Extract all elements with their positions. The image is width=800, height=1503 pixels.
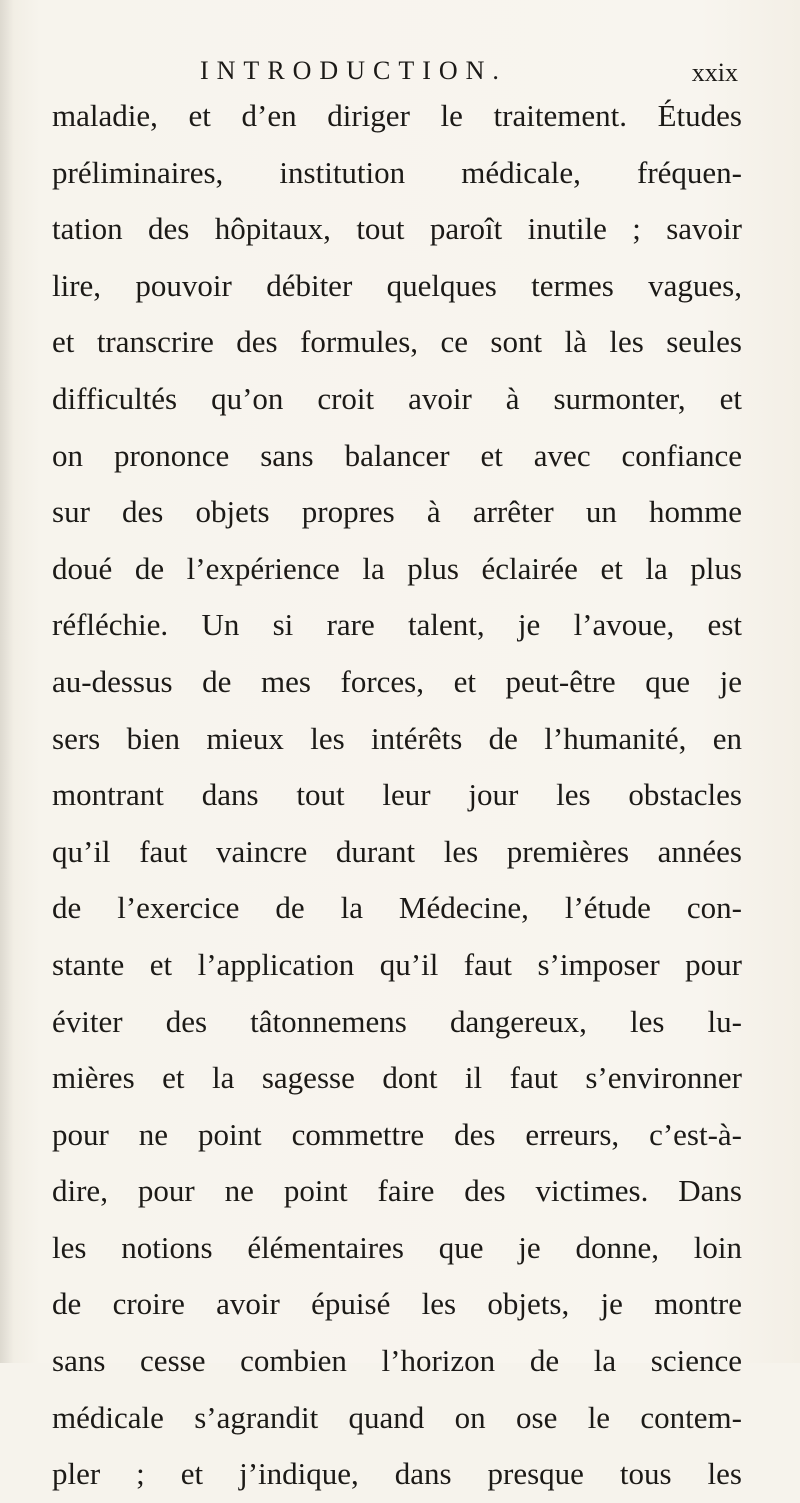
text-line: lire, pouvoir débiter quelques termes vagues, bbox=[52, 267, 742, 303]
text-line: maladie, et d’en diriger le traitement. Études bbox=[52, 98, 742, 133]
text-line: réfléchie. Un si rare talent, je l’avoue, est bbox=[52, 607, 742, 643]
text-line: préliminaires, institution médicale, fréquen- bbox=[52, 154, 742, 190]
text-line: et transcrire des formules, ce sont là les seules bbox=[52, 324, 742, 360]
running-title: INTRODUCTION. bbox=[200, 56, 507, 85]
text-line: sur des objets propres à arrêter un homme bbox=[52, 494, 742, 530]
text-line: stante et l’application qu’il faut s’imposer pour bbox=[52, 946, 742, 982]
body-text bbox=[52, 88, 742, 1503]
text-line: difficultés qu’on croit avoir à surmonter, et bbox=[52, 380, 742, 416]
text-line: sans cesse combien l’horizon de la science bbox=[52, 1343, 742, 1379]
text-line: éviter des tâtonnemens dangereux, les lu- bbox=[52, 1003, 742, 1039]
text-line: au-dessus de mes forces, et peut-être que je bbox=[52, 663, 742, 699]
text-line: tation des hôpitaux, tout paroît inutile ; savoir bbox=[52, 211, 742, 247]
text-line: médicale s’agrandit quand on ose le contem- bbox=[52, 1399, 742, 1435]
text-line: on prononce sans balancer et avec confiance bbox=[52, 437, 742, 473]
running-head bbox=[0, 56, 800, 92]
binding-gutter-shadow bbox=[0, 0, 14, 1363]
page-number: xxix bbox=[691, 58, 738, 87]
text-line: dire, pour ne point faire des victimes. Dans bbox=[52, 1173, 742, 1209]
text-line: pour ne point commettre des erreurs, c’est-à- bbox=[52, 1116, 742, 1152]
text-line: les notions élémentaires que je donne, loin bbox=[52, 1229, 742, 1265]
text-line: montrant dans tout leur jour les obstacles bbox=[52, 777, 742, 813]
text-line: de l’exercice de la Médecine, l’étude con- bbox=[52, 890, 742, 926]
text-line: doué de l’expérience la plus éclairée et la plus bbox=[52, 550, 742, 586]
text-line: de croire avoir épuisé les objets, je montre bbox=[52, 1286, 742, 1322]
text-line: pler ; et j’indique, dans presque tous les bbox=[52, 1456, 742, 1492]
text-line: mières et la sagesse dont il faut s’environner bbox=[52, 1060, 742, 1096]
text-line: qu’il faut vaincre durant les premières années bbox=[52, 833, 742, 869]
text-line: sers bien mieux les intérêts de l’humanité, en bbox=[52, 720, 742, 756]
